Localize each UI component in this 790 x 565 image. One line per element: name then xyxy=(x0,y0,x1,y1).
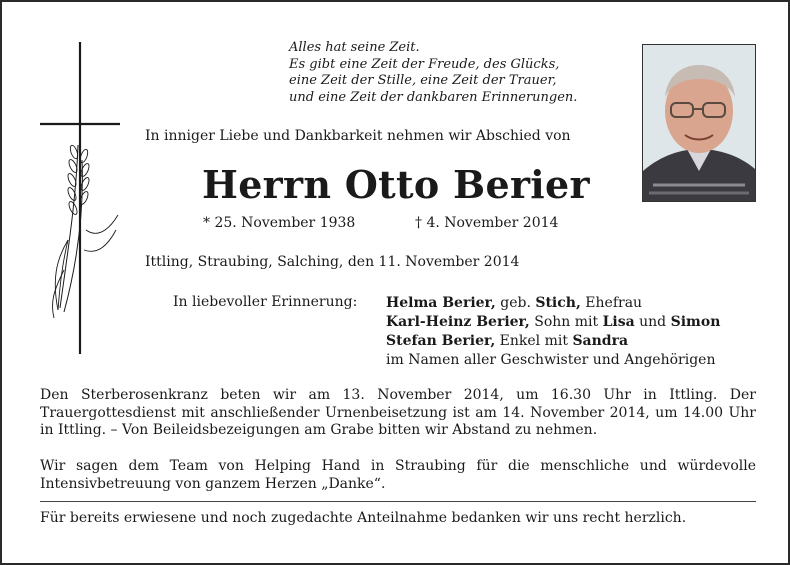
poem-line: eine Zeit der Stille, eine Zeit der Trauer, xyxy=(289,73,557,88)
mourner-name: Karl-Heinz Berier, xyxy=(386,314,530,330)
mourner-text: Enkel mit xyxy=(495,333,573,349)
maiden-name: Stich, xyxy=(535,295,581,311)
poem-line: Es gibt eine Zeit der Freude, des Glücks, xyxy=(289,56,560,72)
death-date: † 4. November 2014 xyxy=(415,215,559,231)
mourner-text: Sohn mit xyxy=(529,314,603,330)
mourner-name: Stefan Berier, xyxy=(386,333,496,349)
mourner-text: und xyxy=(634,314,671,330)
intro-text: In inniger Liebe und Dankbarkeit nehmen wir Abschied von xyxy=(145,128,571,144)
divider xyxy=(40,501,756,502)
deceased-name: Herrn Otto Berier xyxy=(202,162,590,207)
poem xyxy=(289,40,619,106)
place-date: Ittling, Straubing, Salching, den 11. November 2014 xyxy=(145,254,520,270)
mourner-text: Ehefrau xyxy=(580,295,643,311)
mourners-list xyxy=(386,294,720,370)
mourner-name: Helma Berier, xyxy=(386,295,496,311)
mourner-name: Sandra xyxy=(572,333,629,349)
mourner-line xyxy=(386,313,720,332)
mourner-line xyxy=(386,294,720,313)
mourner-line xyxy=(386,332,720,351)
poem-line: Alles hat seine Zeit. xyxy=(289,40,420,55)
cross-with-wheat-icon xyxy=(38,40,128,358)
poem-line: und eine Zeit der dankbaren Erinnerungen. xyxy=(289,89,578,105)
birth-date: * 25. November 1938 xyxy=(203,215,356,231)
memory-label: In liebevoller Erinnerung: xyxy=(173,294,358,310)
mourner-name: Simon xyxy=(670,314,721,330)
thanks-line: Für bereits erwiesene und noch zugedachte Anteilnahme bedanken wir uns recht herzlich. xyxy=(40,510,687,526)
mourner-name: Lisa xyxy=(602,314,635,330)
portrait-photo xyxy=(642,44,756,202)
mourner-line: im Namen aller Geschwister und Angehörigen xyxy=(386,352,716,368)
mourner-text: geb. xyxy=(495,295,536,311)
portrait-image xyxy=(643,45,755,201)
service-paragraph: Den Sterberosenkranz beten wir am 13. November 2014, um 16.30 Uhr in Ittling. Der Trauergottesdienst mit anschließender Urnenbeisetzung ist am 14. November 2014, um 14.00 Uhr in Ittling. – Von Beileidsbezeigungen am Grabe bitten wir Abstand zu nehmen. xyxy=(40,387,756,438)
gratitude-paragraph: Wir sagen dem Team von Helping Hand in Straubing für die menschliche und würdevolle Intensivbetreuung von ganzem Herzen „Danke“. xyxy=(40,458,756,492)
